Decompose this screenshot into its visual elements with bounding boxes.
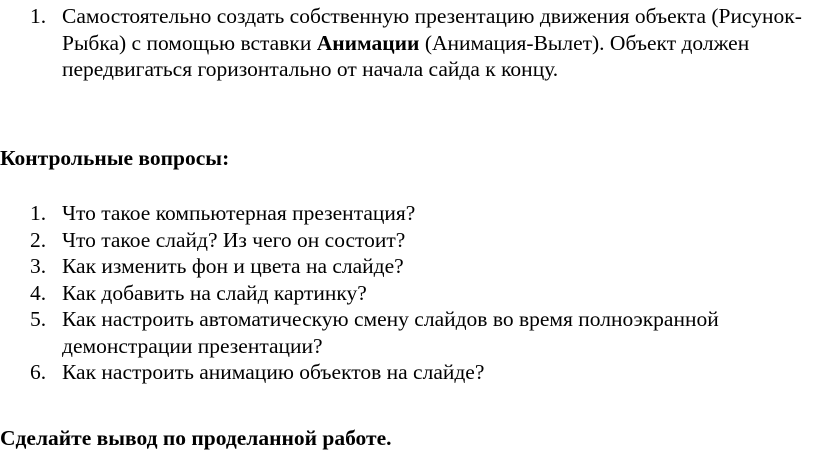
conclusion-heading: Сделайте вывод по проделанной работе. (0, 426, 392, 450)
question-item (0, 200, 816, 227)
task-text (62, 4, 802, 81)
question-text: Что такое слайд? Из чего он состоит? (62, 227, 406, 252)
question-number: 1. (30, 201, 47, 225)
task-number: 1. (30, 4, 47, 28)
question-list (0, 200, 816, 386)
question-number: 5. (30, 307, 47, 331)
question-number: 4. (30, 280, 47, 305)
task-text-start: Самостоятельно создать собственную презентацию движения объекта (Рисунок-Рыбка) с помощью вставки (62, 4, 802, 55)
question-item (0, 280, 816, 307)
question-text: Как настроить автоматическую смену слайдов во время полноэкранной демонстрации презентации? (62, 307, 719, 358)
question-number: 6. (30, 360, 47, 384)
task-item (0, 3, 816, 83)
question-number: 2. (30, 227, 47, 252)
question-text: Что такое компьютерная презентация? (62, 201, 416, 225)
question-text: Как изменить фон и цвета на слайде? (62, 254, 404, 278)
question-item (0, 359, 816, 386)
question-item (0, 227, 816, 254)
task-list (0, 3, 816, 83)
question-text: Как настроить анимацию объектов на слайде? (62, 360, 485, 384)
question-item (0, 306, 816, 359)
task-text-bold: Анимации (316, 30, 420, 55)
question-number: 3. (30, 254, 47, 278)
task-text-end: (Анимация-Вылет). Объект должен передвигаться горизонтально от начала сайда к концу. (62, 30, 750, 81)
question-item (0, 253, 816, 280)
question-text: Как добавить на слайд картинку? (62, 280, 367, 305)
questions-heading: Контрольные вопросы: (0, 146, 230, 170)
